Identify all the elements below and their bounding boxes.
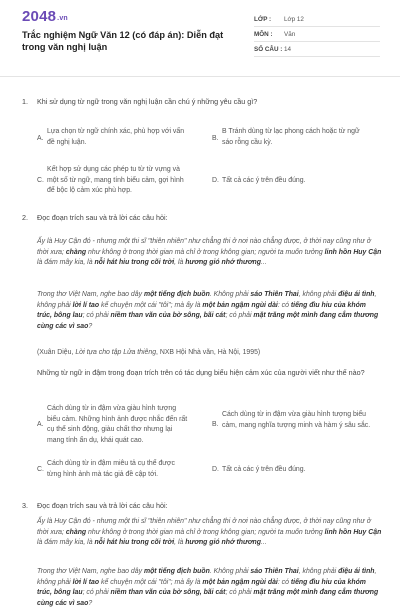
bold-phrase: một bản ngậm ngùi dài bbox=[202, 578, 278, 586]
source-title: Lời tựa cho tập Lửa thiêng bbox=[75, 349, 157, 356]
info-label: SỐ CÂU : bbox=[254, 46, 283, 53]
option-text: Cách dùng từ in đậm miêu tả cụ thể được từng hình ảnh mà tác giả đề cập tới. bbox=[47, 460, 175, 478]
passage-text: Trong thơ Việt Nam, nghe bao dây bbox=[37, 568, 144, 575]
bold-phrase: điệu ái tình bbox=[338, 568, 375, 575]
question-text: Khi sử dụng từ ngữ trong văn nghị luận cần chú ý những yêu cầu gì? bbox=[37, 97, 258, 106]
bold-phrase: mặt trăng một mình đang cắm thương cùng các vì sao bbox=[37, 589, 379, 607]
passage-text: , không phải bbox=[37, 568, 377, 586]
passage-text: ? bbox=[88, 322, 93, 330]
bold-phrase: chàng bbox=[65, 528, 87, 536]
passage-paragraph-1 bbox=[37, 237, 382, 269]
option-letter: D. bbox=[212, 177, 219, 184]
bold-phrase: tiếng đìu hiu của khóm trúc, bông lau bbox=[37, 301, 366, 319]
passage-text: ... bbox=[260, 539, 267, 546]
question-3 bbox=[22, 501, 382, 513]
passage-text: như không ở trong thời gian mà chỉ ở trong không gian; người ta muốn tưởng bbox=[86, 528, 325, 536]
question-number: 1. bbox=[22, 97, 28, 106]
info-value: Lớp 12 bbox=[284, 16, 304, 23]
option-text: Tất cả các ý trên đều đúng. bbox=[222, 466, 306, 473]
option-letter: B. bbox=[212, 135, 219, 142]
option-text: Cách dùng từ in đậm vừa giàu hình tượng biểu cảm, mang nghĩa tượng minh và hàm ý sâu sắc. bbox=[222, 411, 371, 429]
passage-text: ... bbox=[260, 259, 267, 266]
option-letter: C. bbox=[37, 177, 44, 184]
passage-text: , không phải bbox=[37, 291, 377, 309]
source-suffix: , NXB Hội Nhà văn, Hà Nội, 1995) bbox=[156, 349, 261, 356]
info-label: MÔN : bbox=[254, 31, 273, 38]
bold-phrase: hương gió nhớ thương bbox=[185, 259, 261, 266]
info-row-count bbox=[254, 42, 380, 57]
bold-phrase: một tiếng địch buồn bbox=[143, 291, 210, 298]
option-text: Cách dùng từ in đậm vừa giàu hình tượng biểu cảm. Những hình ảnh được nhắc đến rất cụ thể sinh động, giàu chất thơ nhưng lại mang tính ẩn dụ, khái quát cao. bbox=[47, 405, 188, 444]
info-table bbox=[254, 12, 380, 57]
question-number: 3. bbox=[22, 501, 28, 510]
bold-phrase: tiếng đìu hiu của khóm trúc, bông lau bbox=[37, 578, 366, 596]
bold-phrase: nỗi hát hiu trong cõi trời bbox=[94, 539, 175, 546]
question-2 bbox=[22, 213, 382, 225]
page-header bbox=[0, 0, 400, 70]
option-text: Kết hợp sử dụng các phép tu từ từ vựng và một số từ ngữ, mang tính biểu cảm, gợi hình để bộc lộ cảm xúc phù hợp. bbox=[47, 166, 184, 194]
header-divider bbox=[0, 76, 400, 77]
question-text: Đọc đoạn trích sau và trả lời các câu hỏi: bbox=[37, 501, 168, 510]
info-value: Văn bbox=[284, 31, 296, 38]
bold-phrase: một bản ngậm ngùi dài bbox=[202, 301, 278, 309]
passage-text: ; có phải bbox=[82, 312, 111, 319]
passage-text: , không phải bbox=[298, 291, 339, 298]
question-1 bbox=[22, 97, 382, 109]
passage-text: là đám mây kia, là bbox=[37, 539, 95, 546]
passage-paragraph-2 bbox=[37, 567, 382, 609]
info-row-subject bbox=[254, 27, 380, 42]
passage-text: Trong thơ Việt Nam, nghe bao dây bbox=[37, 291, 144, 298]
passage-text: , là bbox=[174, 539, 186, 546]
passage-text: là đám mây kia, là bbox=[37, 259, 95, 266]
option-letter: A. bbox=[37, 421, 44, 428]
passage-source bbox=[37, 348, 382, 359]
bold-phrase: chàng bbox=[65, 248, 87, 256]
passage-text: kể chuyện một cái "tôi"; mà ấy là bbox=[99, 578, 203, 586]
passage-text: ; có phải bbox=[82, 589, 111, 596]
option-letter: B. bbox=[212, 421, 219, 428]
bold-phrase: lời lí tao bbox=[72, 578, 100, 586]
passage-text: : có bbox=[277, 578, 291, 586]
passage-text: như không ở trong thời gian mà chỉ ở trong không gian; người ta muốn tưởng bbox=[86, 248, 325, 256]
passage-text: kể chuyện một cái "tôi"; mà ấy là bbox=[99, 301, 203, 309]
bold-phrase: mặt trăng một mình đang cắm thương cùng các vì sao bbox=[37, 312, 379, 330]
option-text: B Tránh dùng từ lạc phong cách hoặc từ ngữ sáo rỗng cầu kỳ. bbox=[222, 128, 360, 146]
option-text: Lựa chọn từ ngữ chính xác, phù hợp với vấn đề nghị luận. bbox=[47, 128, 185, 146]
bold-phrase: một tiếng địch buồn bbox=[143, 568, 210, 575]
bold-phrase: hương gió nhớ thương bbox=[185, 539, 261, 546]
passage-text: Ấy là Huy Cận đó - nhưng một thi sĩ "thiên nhiên" như chẳng thi ở nơi nào chẳng được, ở thời nay cũng như ở thời xưa; bbox=[37, 238, 371, 256]
bold-phrase: lời lí tao bbox=[72, 301, 100, 309]
question-text: Đọc đoạn trích sau và trả lời các câu hỏi: bbox=[37, 213, 168, 222]
page-title: Trắc nghiệm Ngữ Văn 12 (có đáp án): Diễn đạt trong văn nghị luận bbox=[22, 30, 224, 52]
passage-paragraph-1 bbox=[37, 517, 382, 549]
passage-text: Ấy là Huy Cận đó - nhưng một thi sĩ "thiên nhiên" như chẳng thi ở nơi nào chẳng được, ở thời nay cũng như ở thời xưa; bbox=[37, 518, 371, 536]
logo-suffix: .vn bbox=[57, 15, 68, 22]
passage-text: ? bbox=[88, 599, 93, 607]
passage-text: . Không phải bbox=[209, 291, 251, 298]
bold-phrase: điệu ái tình bbox=[338, 291, 375, 298]
bold-phrase: niềm than vãn của bờ sông, bãi cát bbox=[110, 312, 226, 319]
bold-phrase: sáo Thiên Thai bbox=[250, 291, 299, 298]
info-label: LỚP : bbox=[254, 16, 272, 23]
option-letter: C. bbox=[37, 466, 44, 473]
passage-text: ; có phải bbox=[225, 312, 254, 319]
question-prompt: Những từ ngữ in đậm trong đoạn trích trên có tác dụng biểu hiện cảm xúc của người viết như thế nào? bbox=[37, 368, 365, 377]
site-logo[interactable] bbox=[22, 8, 68, 25]
logo-text: 2048 bbox=[22, 8, 57, 25]
passage-text: , không phải bbox=[298, 568, 339, 575]
bold-phrase: sáo Thiên Thai bbox=[250, 568, 299, 575]
passage-text: , là bbox=[174, 259, 186, 266]
option-letter: D. bbox=[212, 466, 219, 473]
info-row-grade bbox=[254, 12, 380, 27]
option-letter: A. bbox=[37, 135, 44, 142]
bold-phrase: niềm than vãn của bờ sông, bãi cát bbox=[110, 589, 226, 596]
passage-text: ; có phải bbox=[225, 589, 254, 596]
passage-text: . Không phải bbox=[209, 568, 251, 575]
bold-phrase: linh hồn Huy Cận bbox=[324, 248, 382, 256]
passage-paragraph-2 bbox=[37, 290, 382, 332]
info-value: 14 bbox=[284, 46, 292, 53]
passage-text: : có bbox=[277, 301, 291, 309]
bold-phrase: nỗi hát hiu trong cõi trời bbox=[94, 259, 175, 266]
option-text: Tất cả các ý trên đều đúng. bbox=[222, 177, 306, 184]
question-number: 2. bbox=[22, 213, 28, 222]
bold-phrase: linh hồn Huy Cận bbox=[324, 528, 382, 536]
source-prefix: (Xuân Diệu, bbox=[37, 349, 76, 356]
